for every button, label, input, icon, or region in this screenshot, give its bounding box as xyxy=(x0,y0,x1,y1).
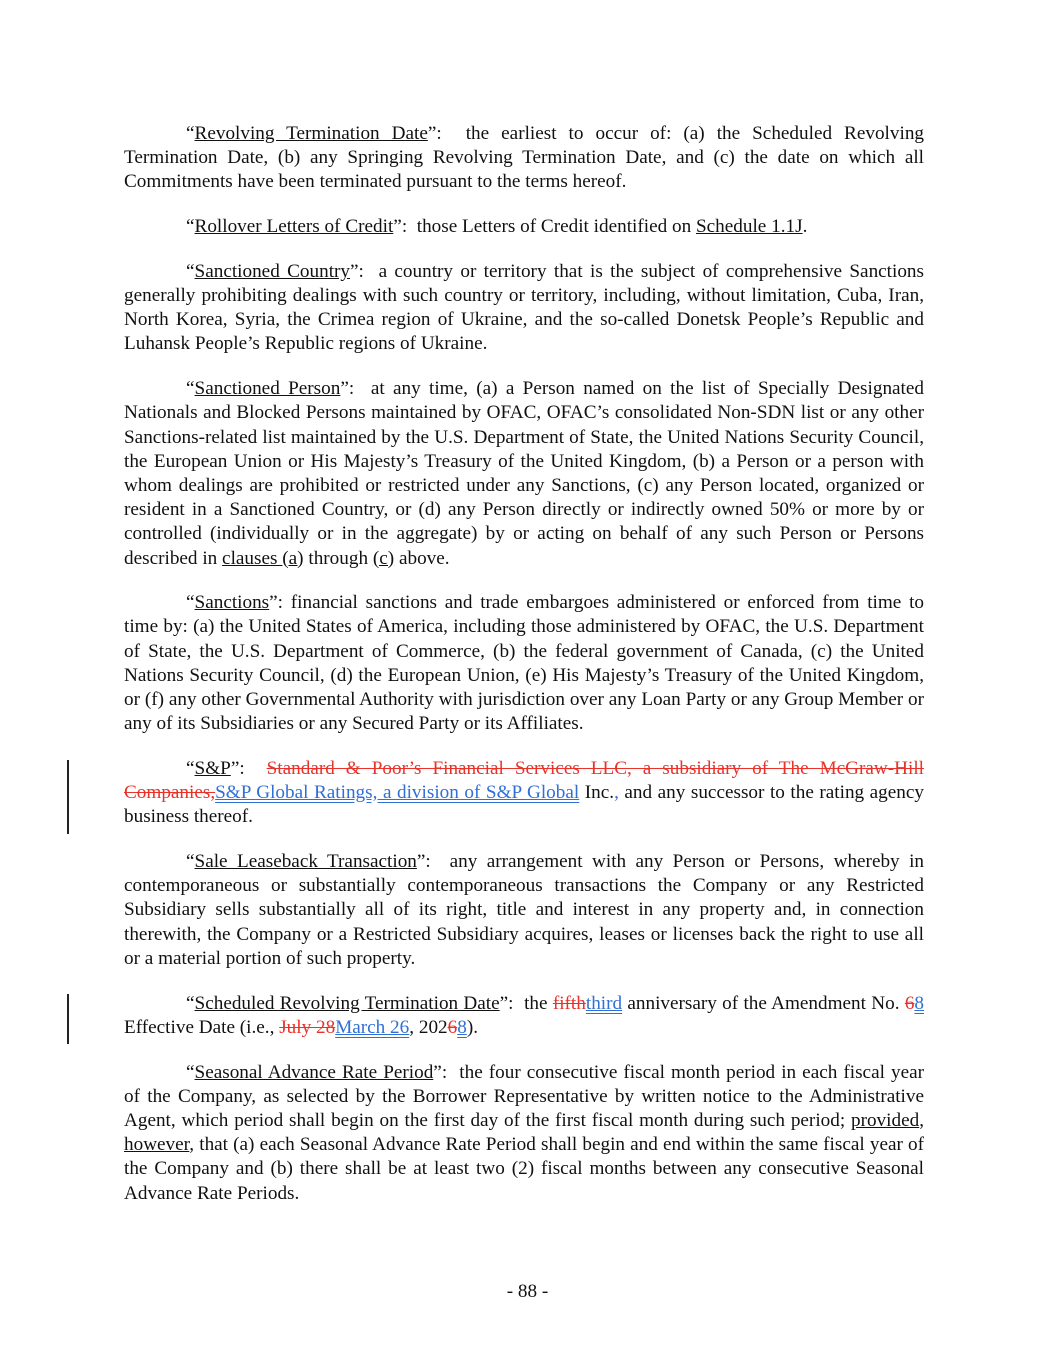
clause-reference: (c) xyxy=(372,547,395,569)
definition-text: any arrangement with any Person or Persons, whereby in contemporaneous or substantially contemporaneous transactions the Company or any Restricted Subsidiary sells substantially all of its right, title and interest in any property and, in connection therewith, the Company or a Restricted Subsidiary acquires, leases or licenses back the right to use all or a material portion of such property. xyxy=(124,851,924,969)
definition-text: Effective Date (i.e., xyxy=(124,1016,280,1038)
definition-sale-leaseback: “Sale Leaseback Transaction”: any arrangement with any Person or Persons, whereby in contemporaneous or substantially contemporaneous transactions the Company or any Restricted Subsidiary sells substantially all of its right, title and interest in any property and, in connection therewith, the Company or a Restricted Subsidiary acquires, leases or licenses back the right to use all or a material portion of such property. xyxy=(124,851,924,969)
definition-text: above. xyxy=(394,547,450,569)
definition-text: the earliest to occur of: (a) the Scheduled Revolving Termination Date, (b) any Springing Revolving Termination Date, and (c) the date on which all Commitments have been terminated pursuant to the terms hereof. xyxy=(124,123,925,193)
definition-sanctions: “Sanctions”: financial sanctions and trade embargoes administered or enforced from time to time by: (a) the United States of America, including those administered by OFAC, the U.S. Department of State, the U.S. Department of Commerce, (b) the federal government of Canada, (c) the United Nations Security Council, (d) the European Union, (e) His Majesty’s Treasury of the United Kingdom, or (f) any other Governmental Authority with jurisdiction over any Loan Party or any Group Member or any of its Subsidiaries or any Secured Party or its Affiliates. xyxy=(124,592,924,735)
page-number: - 88 - xyxy=(506,1281,549,1302)
defined-term: S&P xyxy=(194,757,231,779)
definition-seasonal-advance: “Seasonal Advance Rate Period”: the four consecutive fiscal month period in each fiscal year of the Company, as selected by the Borrower Representative by written notice to the Administrative Agent, which period shall begin on the first day of the first fiscal month during such period; provided, however, that (a) each Seasonal Advance Rate Period shall begin and end within the same fiscal year of the Company and (b) there shall be at least two (2) fiscal months between any consecutive Seasonal Advance Rate Periods. xyxy=(124,1061,924,1204)
deleted-text: Standard & Poor’s Financial Services LLC, a subsidiary of The McGraw-Hill Companies, xyxy=(124,757,924,804)
definition-text: financial sanctions and trade embargoes administered or enforced from time to time by: (a) the United States of America, including those administered by OFAC, the U.S. Department of State, the U.S. Department of Commerce, (b) the federal government of Canada, (c) the United Nations Security Council, (d) the European Union, (e) His Majesty’s Treasury of the United Kingdom, or (f) any other Governmental Authority with jurisdiction over any Loan Party or any Group Member or any of its Subsidiaries or any Secured Party or its Affiliates. xyxy=(124,592,924,735)
definition-rollover-letters: “Rollover Letters of Credit”: those Letters of Credit identified on Schedule 1.1J. xyxy=(186,216,808,238)
defined-term: Sale Leaseback Transaction xyxy=(194,851,417,873)
defined-term: Sanctioned Person xyxy=(194,378,341,400)
definition-sanctioned-person: “Sanctioned Person”: at any time, (a) a Person named on the list of Specially Designated Nationals and Blocked Persons maintained by OFAC, OFAC’s consolidated Non-SDN list or any other Sanctions-related list maintained by the U.S. Department of State, the United Nations Security Council, the European Union or His Majesty’s Treasury of the United Kingdom, (b) a Person or a person with whom dealings are prohibited or restricted under any Sanctions, (c) any Person located, organized or resident in a Sanctioned Country, or (d) any Person directly or indirectly owned 50% or more by or controlled (individually or in the aggregate) by or acting on behalf of any such Person or Persons described in clauses (a) through (c) above. xyxy=(124,378,924,569)
deleted-text: July 28 xyxy=(279,1016,336,1038)
defined-term: Scheduled Revolving Termination Date xyxy=(194,992,500,1014)
definition-text: . xyxy=(802,216,808,238)
deleted-text: fifth xyxy=(552,992,586,1014)
definition-text: , xyxy=(919,1109,924,1131)
change-bar xyxy=(67,994,69,1044)
definition-text: a country or territory that is the subject of comprehensive Sanctions generally prohibiting dealings with such country or territory, including, without limitation, Cuba, Iran, North Korea, Syria, the Crimea region of Ukraine, and the so-called Donetsk People’s Republic and Luhansk People’s Republic regions of Ukraine. xyxy=(124,260,924,355)
definition-text: the four consecutive fiscal month period in each fiscal year of the Company, as selected by the Borrower Representative by written notice to the Administrative Agent, which period shall begin on the first day of the first fiscal month during such period; xyxy=(124,1061,924,1131)
definition-scheduled-revolving: “Scheduled Revolving Termination Date”: the fifththird anniversary of the Amendment No. 68 Effective Date (i.e., July 28March 26, 20268). xyxy=(124,992,924,1038)
inserted-text: March 26 xyxy=(335,1016,410,1038)
schedule-reference: Schedule 1.1J xyxy=(695,216,803,238)
definition-text: those Letters of Credit identified on xyxy=(416,216,696,238)
defined-term: Revolving Termination Date xyxy=(194,123,428,144)
defined-term: Seasonal Advance Rate Period xyxy=(194,1061,434,1083)
deleted-text: 6 xyxy=(904,992,915,1014)
definition-text: the xyxy=(524,992,553,1014)
proviso-reference: provided xyxy=(850,1109,920,1131)
inserted-text: S&P Global Ratings, a division of S&P Global xyxy=(215,782,580,804)
document-body xyxy=(124,122,924,1226)
definition-text: , that (a) each Seasonal Advance Rate Period shall begin and end within the same fiscal year of the Company and (b) there shall be at least two (2) fiscal months between any consecutive Seasonal Advance Rate Periods. xyxy=(124,1134,924,1204)
definition-text: and any successor to the rating agency business thereof. xyxy=(124,782,925,828)
definition-text: , 202 xyxy=(409,1016,448,1038)
definition-sanctioned-country: “Sanctioned Country”: a country or territory that is the subject of comprehensive Sanctions generally prohibiting dealings with such country or territory, including, without limitation, Cuba, Iran, North Korea, Syria, the Crimea region of Ukraine, and the so-called Donetsk People’s Republic and Luhansk People’s Republic regions of Ukraine. xyxy=(124,260,924,355)
definition-text: Inc. xyxy=(579,782,615,804)
inserted-text: , xyxy=(614,782,619,804)
clause-reference: clauses (a) xyxy=(222,547,304,569)
definition-text: at any time, (a) a Person named on the list of Specially Designated Nationals and Blocked Persons maintained by OFAC, OFAC’s consolidated Non-SDN list or any other Sanctions-related list maintained by the U.S. Department of State, the United Nations Security Council, the European Union or His Majesty’s Treasury of the United Kingdom, (b) a Person or a person with whom dealings are prohibited or restricted under any Sanctions, (c) any Person located, organized or resident in a Sanctioned Country, or (d) any Person directly or indirectly owned 50% or more by or controlled (individually or in the aggregate) by or acting on behalf of any such Person or Persons described in xyxy=(124,378,924,569)
definition-sp: “S&P”: Standard & Poor’s Financial Services LLC, a subsidiary of The McGraw-Hill Companies,S&P Global Ratings, a division of S&P Global Inc., and any successor to the rating agency business thereof. xyxy=(124,757,925,828)
defined-term: Sanctioned Country xyxy=(194,260,351,282)
inserted-text: third xyxy=(585,992,623,1014)
deleted-text: 6 xyxy=(447,1016,458,1038)
definition-text: through xyxy=(303,547,373,569)
defined-term: Rollover Letters of Credit xyxy=(194,216,394,238)
proviso-reference: however xyxy=(124,1134,190,1156)
defined-term: Sanctions xyxy=(194,592,270,614)
definition-text: anniversary of the Amendment No. xyxy=(622,992,905,1014)
inserted-text: 8 xyxy=(914,992,924,1014)
definition-text: ). xyxy=(466,1016,478,1038)
change-bar xyxy=(67,760,69,834)
inserted-text: 8 xyxy=(457,1016,467,1038)
definition-revolving-termination-date: “Revolving Termination Date”: the earliest to occur of: (a) the Scheduled Revolving Termination Date, (b) any Springing Revolving Termination Date, and (c) the date on which all Commitments have been terminated pursuant to the terms hereof. xyxy=(124,123,925,193)
